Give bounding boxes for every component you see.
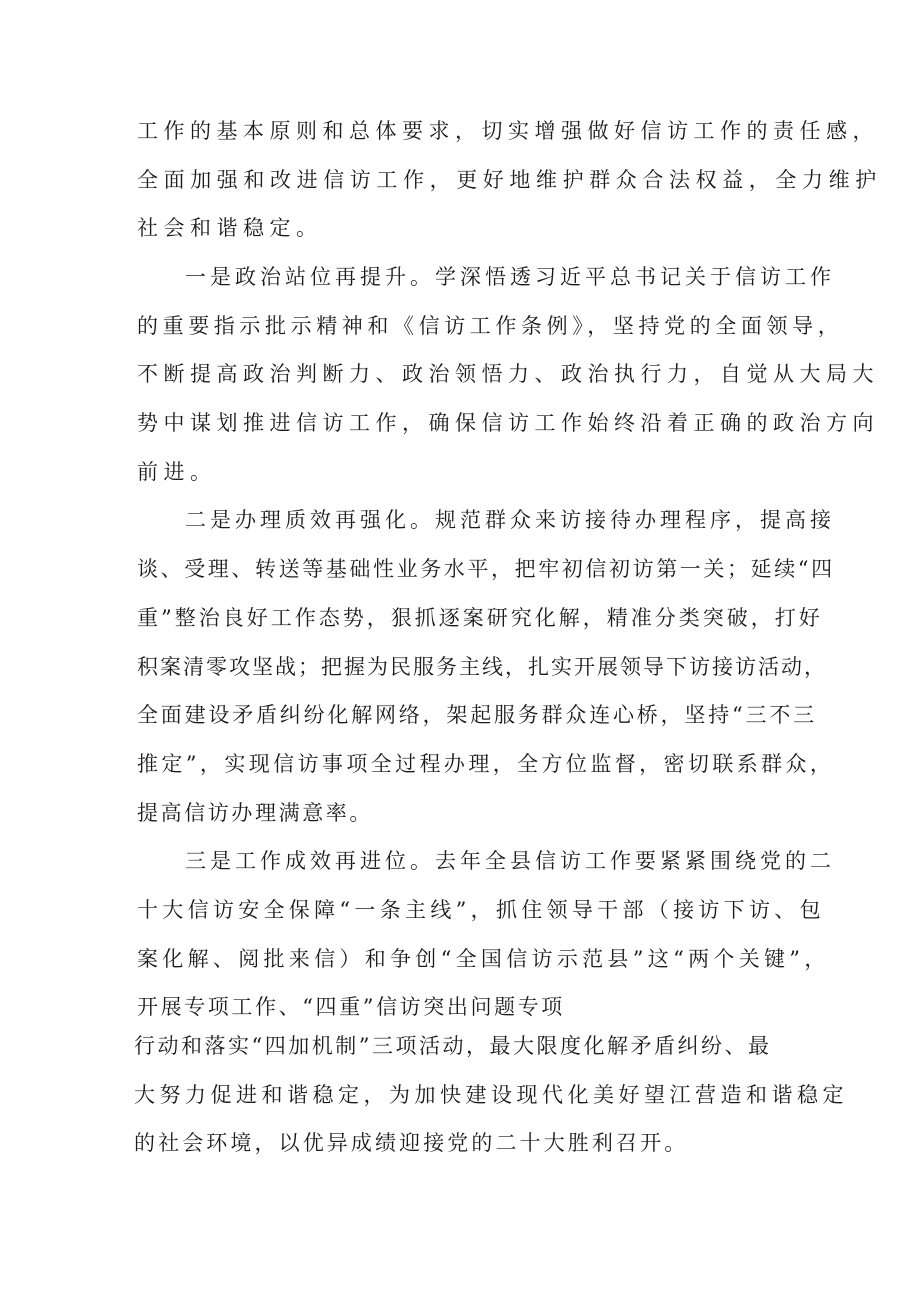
paragraph-lead-line: 二是办理质效再强化。规范群众来访接待办理程序，提高接 [185,508,835,532]
text-line: 势中谋划推进信访工作，确保信访工作始终沿着正确的政治方向 [137,411,879,435]
text-line: 谈、受理、转送等基础性业务水平，把牢初信初访第一关；延续“四 [137,557,835,581]
text-line: 行动和落实“四加机制”三项活动，最大限度化解矛盾纠纷、最 [134,1034,772,1058]
paragraph-lead-line: 三是工作成效再进位。去年全县信访工作要紧紧围绕党的二 [185,849,835,873]
text-line: 提高信访办理满意率。 [137,801,373,825]
text-line: 的重要指示批示精神和《信访工作条例》，坚持党的全面领导， [137,314,844,338]
text-line: 前进。 [137,460,217,484]
text-line: 推定”，实现信访事项全过程办理，全方位监督，密切联系群众， [137,752,835,776]
paragraph-lead-line: 一是政治站位再提升。学深悟透习近平总书记关于信访工作 [185,265,835,289]
text-line: 积案清零攻坚战；把握为民服务主线，扎实开展领导下访接访活动， [137,655,827,679]
text-line: 重”整治良好工作态势，狠抓逐案研究化解，精准分类突破，打好 [137,606,823,630]
text-line: 开展专项工作、“四重”信访突出问题专项 [137,995,565,1019]
text-line: 全面建设矛盾纠纷化解网络，架起服务群众连心桥，坚持“三不三 [137,703,817,727]
text-line: 工作的基本原则和总体要求，切实增强做好信访工作的责任感， [137,119,879,143]
text-line: 大努力促进和谐稳定，为加快建设现代化美好望江营造和谐稳定 [134,1083,848,1107]
text-line: 十大信访安全保障“一条主线”，抓住领导干部（接访下访、包 [137,898,825,922]
text-line: 不断提高政治判断力、政治领悟力、政治执行力，自觉从大局大 [137,362,879,386]
text-line: 案化解、阅批来信）和争创“全国信访示范县”这“两个关键”， [137,947,830,971]
text-line: 全面加强和改进信访工作，更好地维护群众合法权益，全力维护 [137,168,882,192]
text-line: 社会和谐稳定。 [137,216,323,240]
text-line: 的社会环境，以优异成绩迎接党的二十大胜利召开。 [134,1131,689,1155]
